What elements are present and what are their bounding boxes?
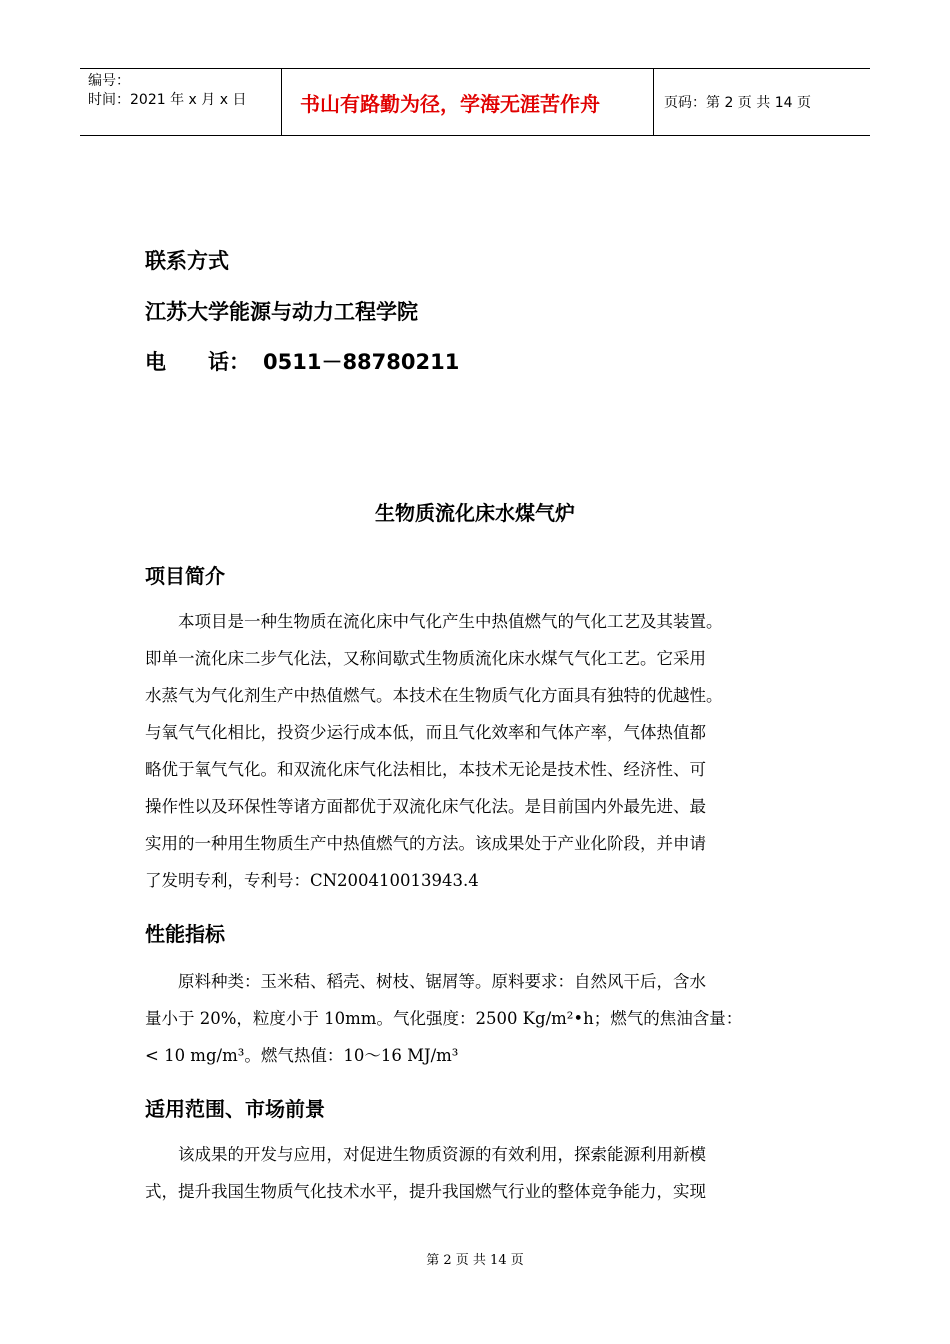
document-number-label: 编号： — [88, 73, 130, 89]
scope-line: 式，提升我国生物质气化技术水平，提升我国燃气行业的整体竞争能力，实现 — [145, 1182, 706, 1201]
scope-paragraph — [145, 1136, 815, 1210]
scope-heading: 适用范围、市场前景 — [145, 1097, 325, 1121]
header-motto: 书山有路勤为径，学海无涯苦作舟 — [300, 91, 600, 116]
intro-line: 略优于氧气气化。和双流化床气化法相比，本技术无论是技术性、经济性、可 — [145, 760, 706, 779]
intro-heading: 项目简介 — [145, 564, 225, 588]
intro-line: 实用的一种用生物质生产中热值燃气的方法。该成果处于产业化阶段，并申请 — [145, 834, 706, 853]
performance-line: 量小于 20%，粒度小于 10mm。气化强度：2500 Kg/m²•h；燃气的焦油含量： — [145, 1009, 743, 1028]
intro-line: 即单一流化床二步气化法，又称间歇式生物质流化床水煤气气化工艺。它采用 — [145, 649, 706, 668]
performance-paragraph — [145, 963, 815, 1074]
page-footer: 第 2 页 共 14 页 — [426, 1253, 524, 1268]
document-title: 生物质流化床水煤气炉 — [375, 501, 575, 525]
phone-number: 0511－88780211 — [263, 350, 460, 374]
page-header — [80, 68, 870, 136]
performance-heading: 性能指标 — [145, 922, 225, 946]
intro-line: 本项目是一种生物质在流化床中气化产生中热值燃气的气化工艺及其装置。 — [145, 612, 723, 631]
contact-phone — [145, 346, 459, 376]
header-page-code: 页码：第 2 页 共 14 页 — [664, 95, 811, 111]
document-date: 时间：2021 年 x 月 x 日 — [88, 92, 247, 108]
intro-line: 与氧气气化相比，投资少运行成本低，而且气化效率和气体产率，气体热值都 — [145, 723, 706, 742]
performance-line: < 10 mg/m³。燃气热值：10～16 MJ/m³ — [145, 1046, 459, 1065]
performance-line: 原料种类：玉米秸、稻壳、树枝、锯屑等。原料要求：自然风干后，含水 — [145, 972, 706, 991]
scope-line: 该成果的开发与应用，对促进生物质资源的有效利用，探索能源利用新模 — [145, 1145, 706, 1164]
phone-label: 电 话： — [145, 350, 250, 374]
header-motto-cell — [281, 69, 654, 135]
header-meta — [80, 69, 281, 135]
contact-heading: 联系方式 — [145, 249, 229, 273]
intro-paragraph — [145, 603, 815, 899]
intro-line: 水蒸气为气化剂生产中热值燃气。本技术在生物质气化方面具有独特的优越性。 — [145, 686, 723, 705]
intro-line: 了发明专利，专利号：CN200410013943.4 — [145, 871, 479, 890]
contact-institution: 江苏大学能源与动力工程学院 — [145, 300, 418, 324]
intro-line: 操作性以及环保性等诸方面都优于双流化床气化法。是目前国内外最先进、最 — [145, 797, 706, 816]
